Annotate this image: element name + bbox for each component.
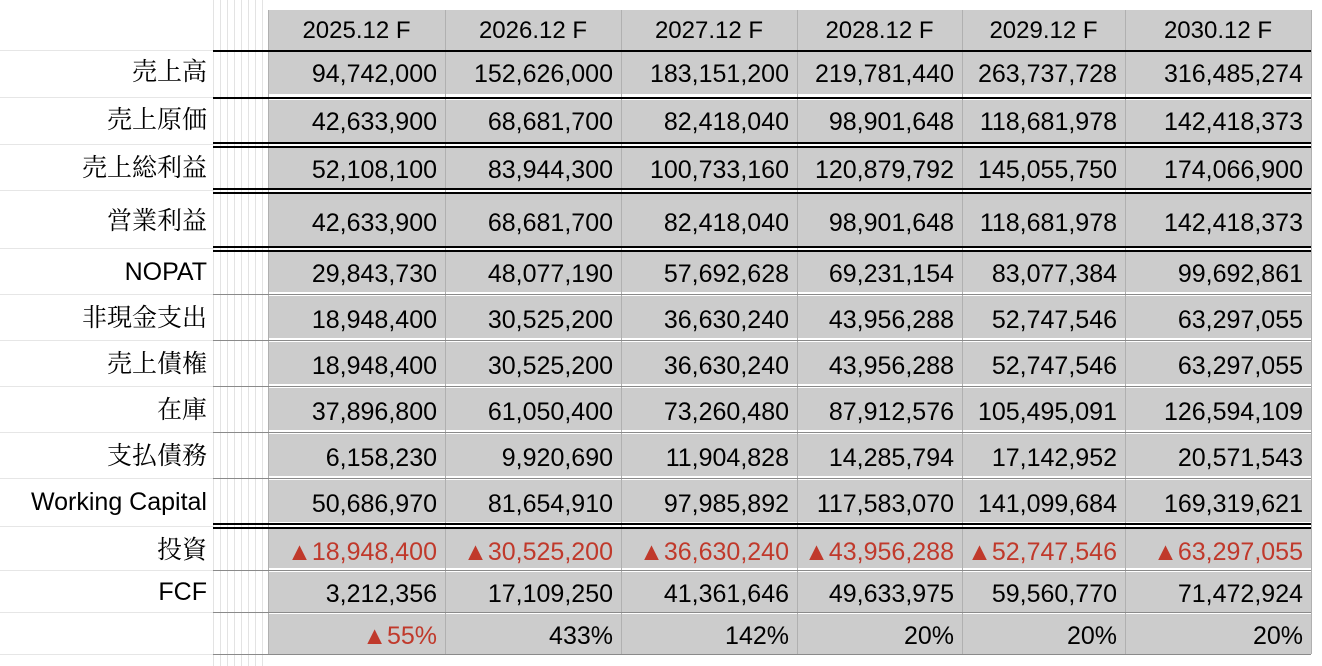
value-cell[interactable]: 68,681,700 [487,108,613,136]
row-gridline [213,386,1311,387]
value-cell[interactable]: 36,630,240 [663,352,789,380]
row-border [213,97,1311,99]
table-row [0,342,1322,384]
value-cell[interactable]: 17,109,250 [487,580,613,608]
value-cell[interactable]: 98,901,648 [828,108,954,136]
value-cell[interactable]: ▲43,956,288 [804,538,954,566]
row-label[interactable]: 売上原価 [106,106,207,134]
value-cell[interactable]: 263,737,728 [977,60,1117,88]
table-row [0,614,1322,654]
value-cell[interactable]: 183,151,200 [649,60,789,88]
value-cell[interactable]: 52,747,546 [991,306,1117,334]
value-cell[interactable]: 105,495,091 [977,398,1117,426]
value-cell[interactable]: 52,747,546 [991,352,1117,380]
label-gridline [0,654,213,655]
double-border [213,523,1311,529]
value-cell[interactable]: 20% [903,622,954,650]
value-cell[interactable]: 17,142,952 [991,444,1117,472]
table-row [0,252,1322,292]
value-cell[interactable]: 118,681,978 [979,108,1117,136]
value-cell[interactable]: 43,956,288 [828,352,954,380]
label-gridline [0,386,213,387]
table-row [0,480,1322,522]
value-cell[interactable]: 36,630,240 [663,306,789,334]
value-cell[interactable]: ▲52,747,546 [967,538,1117,566]
col-header[interactable]: 2030.12 F [1163,17,1273,44]
value-cell[interactable]: 18,948,400 [311,306,437,334]
col-header[interactable]: 2026.12 F [478,17,588,44]
row-cells [268,434,1311,476]
value-cell[interactable]: ▲30,525,200 [463,538,613,566]
table-row [0,52,1322,94]
value-cell[interactable]: 82,418,040 [663,209,789,237]
col-header[interactable]: 2025.12 F [302,17,411,44]
row-label[interactable]: 支払債務 [106,442,207,470]
value-cell[interactable]: 30,525,200 [487,352,613,380]
label-gridline [0,570,213,571]
table-row [0,434,1322,476]
value-cell[interactable]: 117,583,070 [816,490,954,518]
value-cell[interactable]: 61,050,400 [487,398,613,426]
row-label[interactable]: 営業利益 [106,207,207,235]
table-row [0,194,1322,246]
label-gridline [0,144,213,145]
column-divider [621,10,622,654]
table-row [0,388,1322,430]
label-gridline [0,190,213,191]
value-cell[interactable]: 83,944,300 [487,156,613,184]
value-cell[interactable]: 29,843,730 [311,260,437,288]
value-cell[interactable]: 11,904,828 [665,444,789,472]
row-label[interactable]: 売上総利益 [81,154,207,182]
row-gridline [213,570,1311,571]
col-header[interactable]: 2027.12 F [654,17,764,44]
value-cell[interactable]: 118,681,978 [979,209,1117,237]
value-cell[interactable]: 126,594,109 [1163,398,1303,426]
column-divider [1125,10,1126,654]
value-cell[interactable]: 63,297,055 [1177,306,1303,334]
row-label[interactable]: NOPAT [124,258,207,286]
row-cells [268,528,1311,568]
value-cell[interactable]: 9,920,690 [501,444,613,472]
row-cells [268,296,1311,338]
value-cell[interactable]: 68,681,700 [487,209,613,237]
value-cell[interactable]: 82,418,040 [663,108,789,136]
value-cell[interactable]: 18,948,400 [311,352,437,380]
row-cells [268,342,1311,384]
label-gridline [0,526,213,527]
value-cell[interactable]: 50,686,970 [311,490,437,518]
value-cell[interactable]: 152,626,000 [473,60,613,88]
row-cells [268,480,1311,522]
value-cell[interactable]: 63,297,055 [1177,352,1303,380]
value-cell[interactable]: 20% [1066,622,1117,650]
col-header[interactable]: 2029.12 F [989,17,1098,44]
value-cell[interactable]: 120,879,792 [814,156,954,184]
label-gridline [0,248,213,249]
value-cell[interactable]: 37,896,800 [311,398,437,426]
value-cell[interactable]: 6,158,230 [325,444,437,472]
row-border [213,50,1311,52]
value-cell[interactable]: 59,560,770 [991,580,1117,608]
row-cells [268,100,1311,142]
value-cell[interactable]: 20% [1252,622,1303,650]
value-cell[interactable]: 433% [549,622,613,650]
row-label[interactable]: Working Capital [30,488,207,516]
row-gridline [213,294,1311,295]
value-cell[interactable]: 20,571,543 [1177,444,1303,472]
table-row [0,528,1322,568]
label-gridline [0,478,213,479]
row-cells [268,194,1311,246]
row-label[interactable]: 投資 [156,536,207,564]
row-cells [268,252,1311,292]
value-cell[interactable]: 83,077,384 [991,260,1117,288]
row-label[interactable]: 非現金支出 [81,304,207,332]
column-divider [268,10,269,654]
row-gridline [213,340,1311,341]
value-cell[interactable]: 97,985,892 [663,490,789,518]
label-gridline [0,294,213,295]
value-cell[interactable]: 219,781,440 [814,60,954,88]
label-gridline [0,432,213,433]
value-cell[interactable]: ▲55% [362,622,437,650]
label-gridline [0,612,213,613]
value-cell[interactable]: 73,260,480 [663,398,789,426]
value-cell[interactable]: 71,472,924 [1177,580,1303,608]
row-cells [268,52,1311,94]
value-cell[interactable]: 14,285,794 [828,444,954,472]
row-label[interactable]: 売上債権 [106,350,207,378]
value-cell[interactable]: 49,633,975 [828,580,954,608]
row-gridline [213,478,1311,479]
col-header[interactable]: 2028.12 F [825,17,934,44]
value-cell[interactable]: 69,231,154 [828,260,954,288]
value-cell[interactable]: 99,692,861 [1177,260,1303,288]
value-cell[interactable]: 169,319,621 [1163,490,1303,518]
column-divider [445,10,446,654]
value-cell[interactable]: 30,525,200 [487,306,613,334]
column-divider [1311,10,1312,654]
double-border [213,142,1311,148]
value-cell[interactable]: 141,099,684 [977,490,1117,518]
row-cells [268,614,1311,654]
value-cell[interactable]: 174,066,900 [1163,156,1303,184]
row-label[interactable]: 売上高 [131,58,207,86]
value-cell[interactable]: 42,633,900 [311,209,437,237]
label-gridline [0,50,213,51]
value-cell[interactable]: 42,633,900 [311,108,437,136]
double-border [213,246,1311,252]
table-row [0,100,1322,142]
value-cell[interactable]: 145,055,750 [977,156,1117,184]
header-row [0,10,1322,51]
value-cell[interactable]: 100,733,160 [649,156,789,184]
value-cell[interactable]: 142,418,373 [1163,108,1303,136]
value-cell[interactable]: 3,212,356 [325,580,437,608]
label-gridline [0,97,213,98]
value-cell[interactable]: 57,692,628 [663,260,789,288]
double-border [213,188,1311,194]
column-divider [797,10,798,654]
header-cells [268,10,1311,51]
value-cell[interactable]: ▲63,297,055 [1153,538,1303,566]
row-label[interactable]: FCF [158,578,207,606]
value-cell[interactable]: 52,108,100 [311,156,437,184]
value-cell[interactable]: 48,077,190 [487,260,613,288]
row-gridline [213,612,1311,613]
value-cell[interactable]: 87,912,576 [828,398,954,426]
value-cell[interactable]: 41,361,646 [663,580,789,608]
value-cell[interactable]: ▲18,948,400 [287,538,437,566]
table-row [0,572,1322,612]
row-label[interactable]: 在庫 [156,396,207,424]
row-gridline [213,432,1311,433]
value-cell[interactable]: 43,956,288 [828,306,954,334]
value-cell[interactable]: 316,485,274 [1163,60,1303,88]
value-cell[interactable]: 142,418,373 [1163,209,1303,237]
table-row [0,146,1322,188]
value-cell[interactable]: 94,742,000 [311,60,437,88]
row-cells [268,572,1311,612]
row-gridline [213,654,1311,655]
column-divider [962,10,963,654]
value-cell[interactable]: 142% [725,622,789,650]
label-gridline [0,340,213,341]
value-cell[interactable]: 98,901,648 [828,209,954,237]
table-row [0,296,1322,338]
value-cell[interactable]: ▲36,630,240 [639,538,789,566]
row-cells [268,146,1311,188]
row-cells [268,388,1311,430]
value-cell[interactable]: 81,654,910 [487,490,613,518]
